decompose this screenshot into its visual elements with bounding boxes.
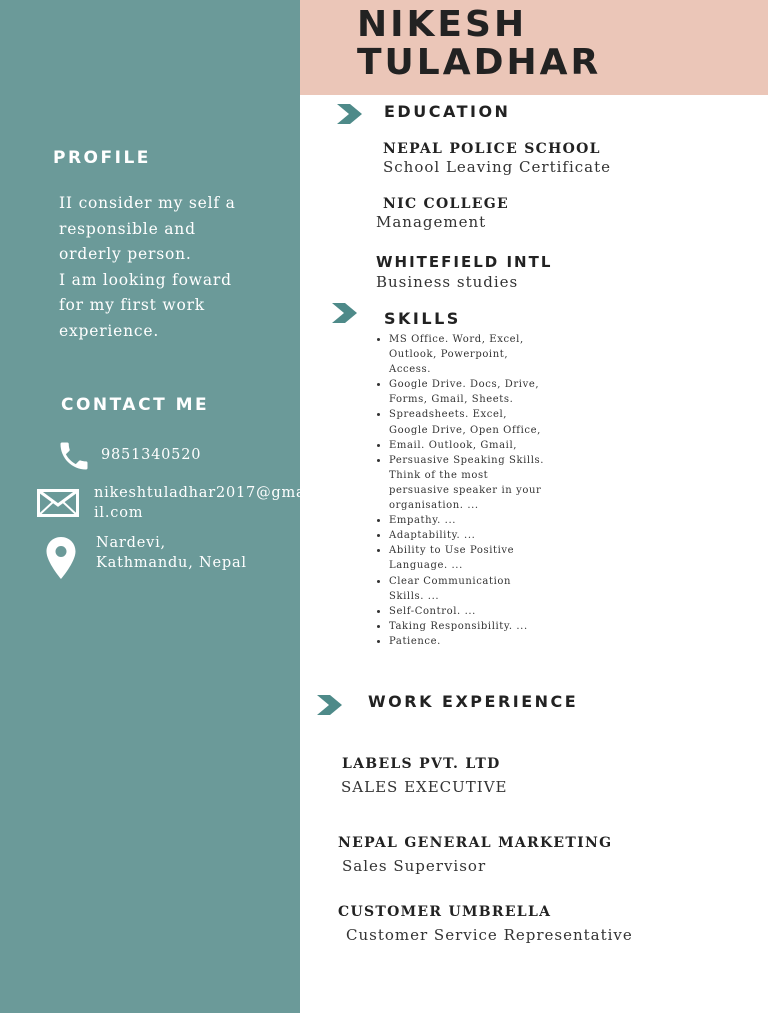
work-role: SALES EXECUTIVE — [341, 778, 508, 796]
candidate-name — [357, 6, 601, 82]
work-role: Customer Service Representative — [346, 926, 633, 944]
work-heading: WORK EXPERIENCE — [368, 692, 579, 711]
email-line: il.com — [94, 505, 144, 521]
education-subtitle: Business studies — [376, 273, 519, 291]
profile-line: orderly person. — [59, 245, 192, 264]
profile-line: II consider my self a — [59, 194, 236, 212]
skill-item: • Spreadsheets. Excel, Google Drive, Open Office, — [389, 407, 549, 437]
work-company: CUSTOMER UMBRELLA — [338, 904, 552, 920]
skill-item: • Patience. — [389, 634, 549, 649]
skills-list — [376, 332, 549, 649]
chevron-arrow-icon — [317, 695, 343, 715]
work-role: Sales Supervisor — [342, 857, 487, 875]
skill-item: • Empathy. ... — [389, 513, 549, 528]
phone-number[interactable]: 9851340520 — [101, 447, 202, 463]
chevron-arrow-icon — [332, 303, 358, 323]
first-name: NIKESH — [357, 4, 528, 45]
education-title: WHITEFIELD INTL — [376, 253, 553, 271]
contact-heading: CONTACT ME — [61, 395, 210, 415]
education-title: NEPAL POLICE SCHOOL — [383, 141, 601, 157]
work-company: LABELS PVT. LTD — [342, 756, 501, 772]
address-line: Nardevi, — [96, 535, 166, 551]
skill-item: • Taking Responsibility. ... — [389, 619, 549, 634]
education-subtitle: School Leaving Certificate — [383, 158, 611, 176]
education-heading: EDUCATION — [384, 102, 511, 121]
skill-item: • Persuasive Speaking Skills. Think of the most persuasive speaker in your organisation. ... — [389, 453, 549, 513]
address — [96, 533, 247, 573]
education-title: NIC COLLEGE — [383, 196, 509, 212]
skill-item: • Self-Control. ... — [389, 604, 549, 619]
skill-item: • Adaptability. ... — [389, 528, 549, 543]
email-address[interactable] — [94, 483, 305, 523]
skill-item: • MS Office. Word, Excel, Outlook, Powerpoint, Access. — [389, 332, 549, 377]
profile-line: experience. — [59, 321, 160, 340]
skill-item: • Ability to Use Positive Language. ... — [389, 543, 549, 573]
last-name: TULADHAR — [357, 42, 602, 83]
skill-item: • Google Drive. Docs, Drive, Forms, Gmail, Sheets. — [389, 377, 549, 407]
skill-item: • Clear Communication Skills. ... — [389, 574, 549, 604]
profile-line: for my first work — [59, 296, 206, 315]
chevron-arrow-icon — [337, 104, 363, 124]
profile-line: I am looking foward — [59, 270, 232, 289]
location-pin-icon — [45, 536, 77, 580]
address-line: Kathmandu, Nepal — [96, 555, 247, 571]
education-subtitle: Management — [376, 213, 487, 231]
work-company: NEPAL GENERAL MARKETING — [338, 835, 613, 851]
profile-text — [59, 191, 289, 345]
skills-heading: SKILLS — [384, 309, 461, 328]
profile-heading: PROFILE — [53, 148, 151, 168]
phone-icon — [56, 438, 92, 474]
skill-item: • Email. Outlook, Gmail, — [389, 438, 549, 453]
profile-line: responsible and — [59, 219, 196, 238]
envelope-icon — [37, 489, 79, 517]
email-line: nikeshtuladhar2017@gma — [94, 485, 306, 501]
